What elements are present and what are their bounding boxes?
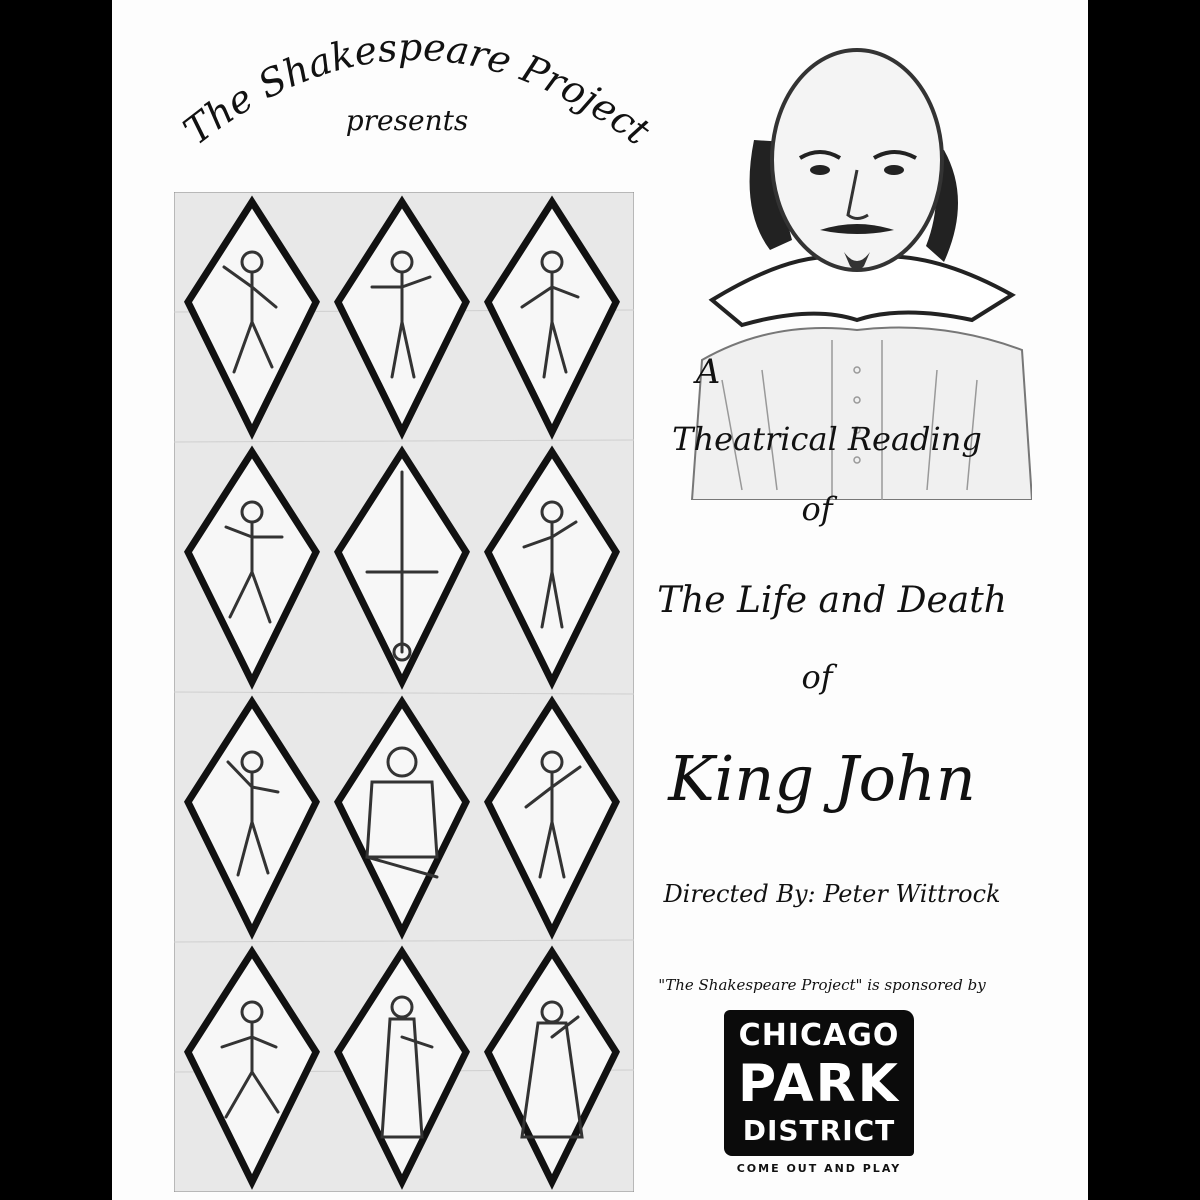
play-title: King John [668, 742, 976, 815]
arc-title [152, 10, 672, 160]
logo-row-3: DISTRICT [742, 1114, 896, 1147]
arc-title-text: The Shakespeare Project [175, 24, 659, 154]
stained-glass-window-image [174, 192, 634, 1192]
heading-life-and-death: The Life and Death [657, 580, 1007, 621]
heading-a: A [695, 352, 721, 392]
logo-row-1: CHICAGO [738, 1018, 900, 1053]
chicago-park-district-logo [724, 1010, 914, 1180]
logo-row-2: PARK [738, 1054, 900, 1114]
heading-theatrical-reading: Theatrical Reading [672, 420, 982, 458]
logo-tagline: COME OUT AND PLAY [736, 1162, 902, 1175]
presents-text: presents [345, 104, 469, 137]
heading-of-2: of [801, 658, 833, 696]
sponsor-note: "The Shakespeare Project" is sponsored by [658, 976, 986, 994]
director-credit: Directed By: Peter Wittrock [663, 880, 1001, 908]
flyer-page [112, 0, 1088, 1200]
heading-of-1: of [801, 490, 833, 528]
